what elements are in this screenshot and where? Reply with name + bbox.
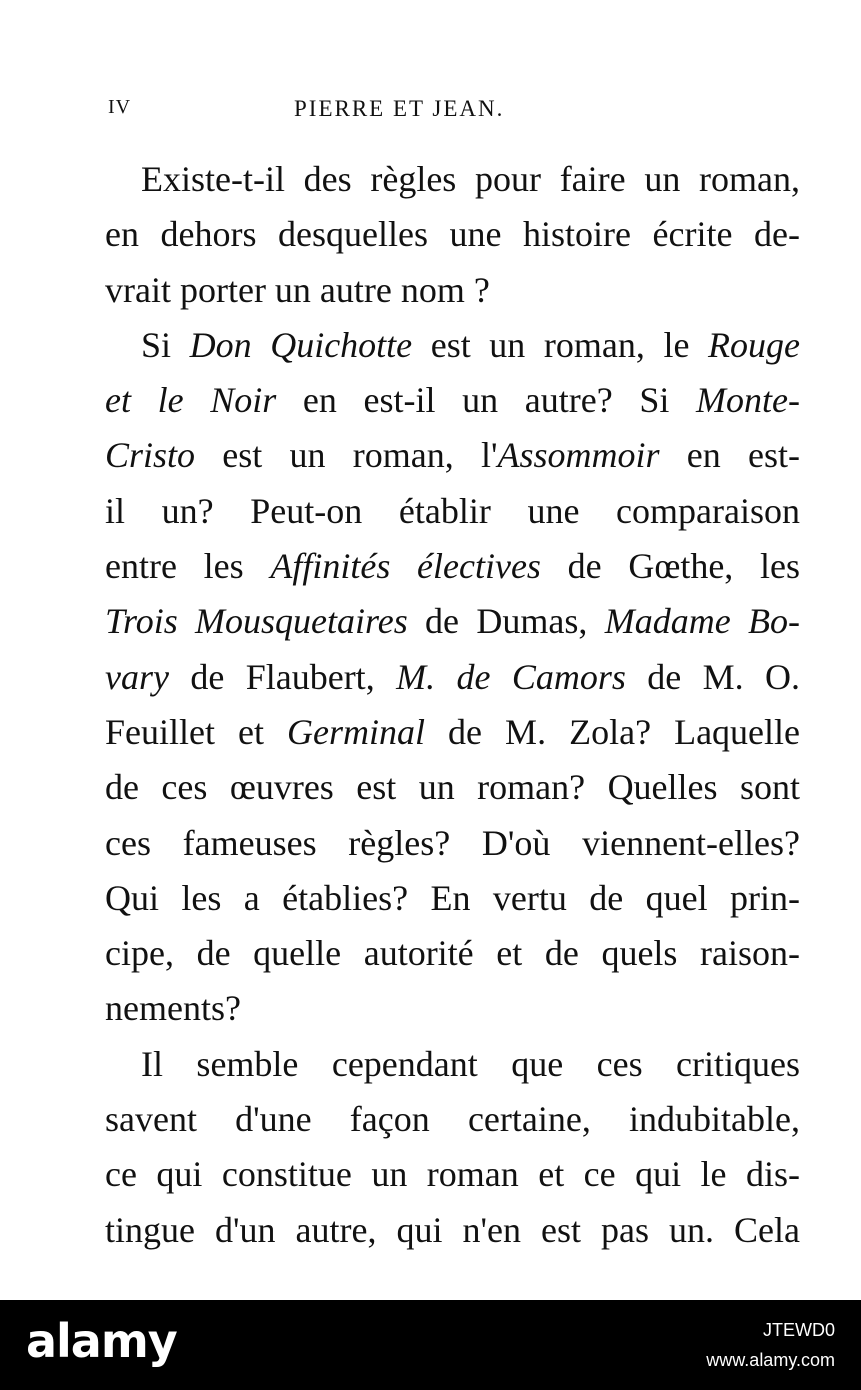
italic-title: Rouge bbox=[708, 324, 800, 365]
italic-title: Affinités électives bbox=[270, 546, 541, 587]
running-head bbox=[108, 96, 803, 126]
body-text bbox=[105, 152, 800, 1258]
italic-title: Monte- bbox=[696, 380, 800, 421]
text-line: ce qui constitue un roman et ce qui le dis- bbox=[105, 1154, 800, 1195]
alamy-logo: alamy bbox=[26, 1314, 177, 1368]
text-line: vrait porter un autre nom ? bbox=[105, 269, 490, 310]
text-line: Feuillet et Germinal de M. Zola? Laquelle bbox=[105, 711, 800, 752]
text-line: Trois Mousquetaires de Dumas, Madame Bo- bbox=[105, 601, 800, 642]
italic-title: Cristo bbox=[105, 435, 196, 476]
text-line: Qui les a établies? En vertu de quel prin- bbox=[105, 877, 800, 918]
text-line: de ces œuvres est un roman? Quelles sont bbox=[105, 767, 800, 808]
text-line: Existe-t-il des règles pour faire un roman, bbox=[141, 159, 800, 199]
text-line: Cristo est un roman, l'Assommoir en est- bbox=[105, 435, 800, 476]
text-line: tingue d'un autre, qui n'en est pas un. Cela bbox=[105, 1209, 800, 1250]
footer-url: www.alamy.com bbox=[706, 1350, 835, 1370]
text-line: Il semble cependant que ces critiques bbox=[141, 1043, 800, 1084]
running-title: PIERRE ET JEAN. bbox=[294, 96, 505, 121]
text-line: et le Noir en est-il un autre? Si Monte- bbox=[105, 380, 800, 421]
text-line: savent d'une façon certaine, indubitable, bbox=[105, 1099, 800, 1140]
text-line: entre les Affinités électives de Gœthe, les bbox=[105, 546, 800, 587]
italic-title: vary bbox=[105, 656, 169, 697]
italic-title: Madame Bo- bbox=[604, 601, 800, 642]
watermark-footer bbox=[0, 1300, 861, 1390]
text-line: vary de Flaubert, M. de Camors de M. O. bbox=[105, 656, 800, 697]
page-number: IV bbox=[108, 96, 132, 118]
text-line: Si Don Quichotte est un roman, le Rouge bbox=[141, 324, 800, 365]
italic-title: Germinal bbox=[287, 711, 426, 752]
text-line: cipe, de quelle autorité et de quels raison- bbox=[105, 933, 800, 974]
text-line: il un? Peut-on établir une comparaison bbox=[105, 490, 800, 531]
text-line: nements? bbox=[105, 988, 241, 1029]
italic-title: Don Quichotte bbox=[189, 324, 413, 365]
image-code: JTEWD0 bbox=[763, 1320, 835, 1340]
italic-title: M. de Camors bbox=[396, 656, 626, 697]
italic-title: Assommoir bbox=[497, 435, 660, 476]
text-line: en dehors desquelles une histoire écrite de- bbox=[105, 214, 800, 255]
italic-title: et le Noir bbox=[105, 380, 277, 421]
italic-title: Trois Mousquetaires bbox=[105, 601, 408, 642]
text-line: ces fameuses règles? D'où viennent-elles? bbox=[105, 822, 800, 863]
